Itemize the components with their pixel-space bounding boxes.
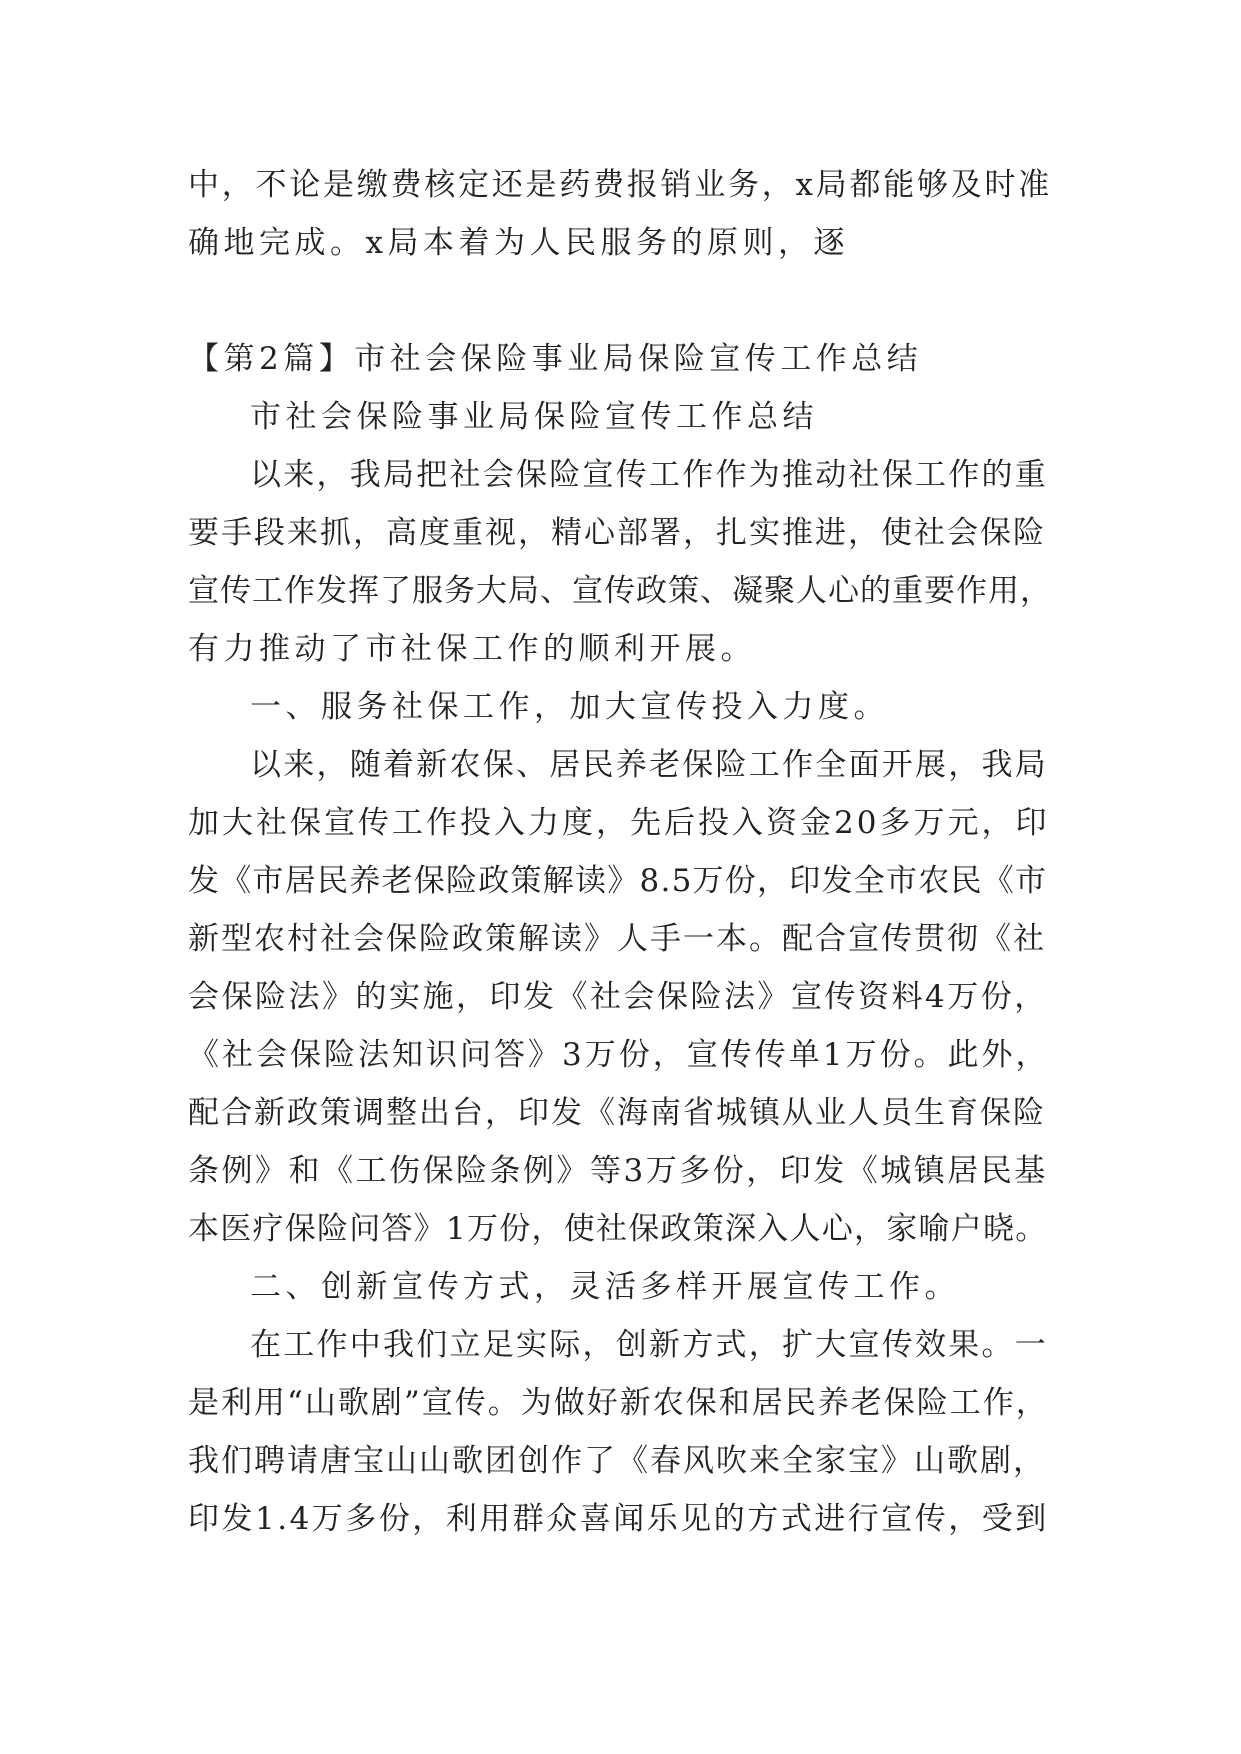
body-text-line: 确地完成。x局本着为人民服务的原则，逐 (188, 225, 849, 261)
paragraph-line: 新型农村社会保险政策解读》人手一本。配合宣传贯彻《社 (188, 921, 1046, 957)
body-text-line: 中，不论是缴费核定还是药费报销业务，x局都能够及时准 (188, 167, 1052, 203)
paragraph-line: 有力推动了市社保工作的顺利开展。 (188, 631, 756, 667)
paragraph-line: 条例》和《工伤保险条例》等3万多份，印发《城镇居民基 (188, 1153, 1048, 1189)
section-heading: 二、创新宣传方式，灵活多样开展宣传工作。 (250, 1269, 960, 1305)
paragraph-line: 以来，我局把社会保险宣传工作作为推动社保工作的重 (250, 457, 1048, 493)
paragraph-line: 是利用“山歌剧”宣传。为做好新农保和居民养老保险工作， (188, 1385, 1049, 1421)
article-heading: 【第2篇】市社会保险事业局保险宣传工作总结 (188, 341, 923, 377)
paragraph-line: 本医疗保险问答》1万份，使社保政策深入人心，家喻户晓。 (188, 1211, 1048, 1247)
paragraph-line: 发《市居民养老保险政策解读》8.5万份，印发全市农民《市 (188, 863, 1048, 899)
paragraph-line: 在工作中我们立足实际，创新方式，扩大宣传效果。一 (250, 1327, 1048, 1363)
paragraph-line: 印发1.4万多份，利用群众喜闻乐见的方式进行宣传，受到 (188, 1501, 1049, 1537)
paragraph-line: 会保险法》的实施，印发《社会保险法》宣传资料4万份， (188, 979, 1048, 1015)
paragraph-line: 要手段来抓，高度重视，精心部署，扎实推进，使社会保险 (188, 515, 1046, 551)
article-title: 市社会保险事业局保险宣传工作总结 (250, 399, 818, 435)
paragraph-line: 宣传工作发挥了服务大局、宣传政策、凝聚人心的重要作用， (188, 573, 1052, 609)
paragraph-line: 以来，随着新农保、居民养老保险工作全面开展，我局 (250, 747, 1048, 783)
paragraph-line: 加大社保宣传工作投入力度，先后投入资金20多万元，印 (188, 805, 1050, 841)
paragraph-line: 配合新政策调整出台，印发《海南省城镇从业人员生育保险 (188, 1095, 1046, 1131)
paragraph-line: 《社会保险法知识问答》3万份，宣传传单1万份。此外， (188, 1037, 1050, 1073)
section-heading: 一、服务社保工作，加大宣传投入力度。 (250, 689, 889, 725)
paragraph-line: 我们聘请唐宝山山歌团创作了《春风吹来全家宝》山歌剧， (188, 1443, 1046, 1479)
